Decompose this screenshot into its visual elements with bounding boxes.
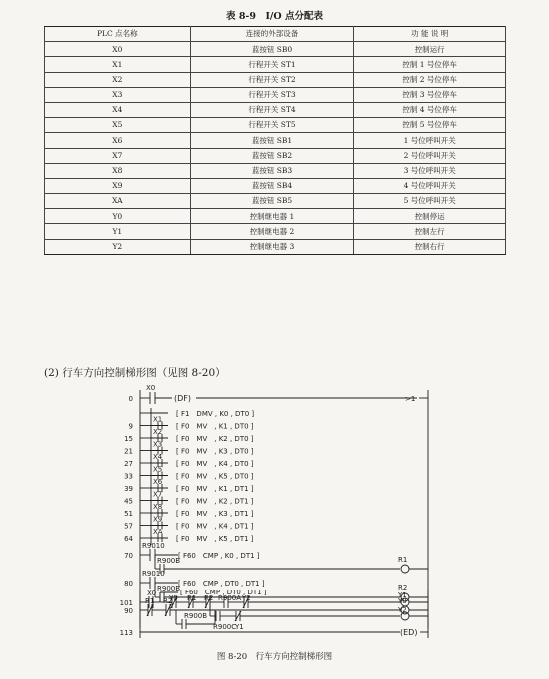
cell-device: 行程开关 ST2: [190, 72, 354, 87]
cell-point: X5: [45, 118, 191, 133]
cell-point: X1: [45, 57, 191, 72]
cell-function: 3 号位呼叫开关: [354, 163, 506, 178]
table-row: [45, 118, 506, 133]
block-rung-contact: X9: [153, 515, 163, 524]
block-rung-instr: [ F0 MV , K5 , DT1 ]: [176, 535, 254, 543]
block-rung-instr: [ F0 MV , K1 , DT0 ]: [176, 422, 254, 431]
rung-80-sub: R900B: [157, 585, 181, 593]
cell-function: 4 号位呼叫开关: [354, 178, 506, 193]
cell-function: 控制左行: [354, 224, 506, 239]
cell-function: 控制 5 号位停车: [354, 118, 506, 133]
header-plc-point: PLC 点名称: [45, 27, 191, 42]
table-row: [45, 148, 506, 163]
table-header-row: [45, 27, 506, 42]
block-rung-contact: XA: [153, 528, 163, 536]
block-rung-instr: [ F0 MV , K1 , DT1 ]: [176, 485, 254, 493]
rung-101-c-r900c: R900C: [213, 623, 237, 631]
block-rung-instr: [ F0 MV , K2 , DT0 ]: [176, 435, 254, 443]
cell-function: 控制 2 号位停车: [354, 72, 506, 87]
cell-function: 控制停运: [354, 209, 506, 224]
rung-80-contact: R9010: [142, 570, 165, 578]
rung-101-c-y2: Y2: [242, 594, 251, 602]
cell-point: XA: [45, 194, 191, 209]
rung-101-c-y0: Y0: [169, 594, 178, 602]
cell-point: X9: [45, 178, 191, 193]
rung-70-step: 70: [124, 552, 133, 560]
block-rung-contact: X5: [153, 465, 163, 474]
cell-point: X4: [45, 102, 191, 117]
rung-90-output: Y0: [398, 597, 407, 605]
cell-point: X7: [45, 148, 191, 163]
cell-device: 蓝按钮 SB3: [190, 163, 354, 178]
block-rung-instr: [ F1 DMV , K0 , DT0 ]: [176, 410, 255, 418]
cell-function: 控制运行: [354, 42, 506, 57]
cell-point: Y2: [45, 239, 191, 254]
block-rung-step: 39: [124, 485, 133, 493]
block-rung-step: 51: [124, 510, 133, 518]
rung-101-out1: Y1: [398, 591, 407, 599]
rung-90-c2: R2: [163, 597, 173, 605]
table-row: [45, 194, 506, 209]
cell-point: X3: [45, 87, 191, 102]
table-row: [45, 87, 506, 102]
block-rung-contact: X6: [153, 478, 163, 486]
table-row: [45, 72, 506, 87]
rung-90-c1: R1: [145, 597, 155, 605]
cell-function: 1 号位呼叫开关: [354, 133, 506, 148]
cell-point: Y1: [45, 224, 191, 239]
block-rung-step: 64: [124, 535, 133, 543]
block-rung-step: 9: [128, 422, 133, 431]
cell-device: 蓝按钮 SB5: [190, 194, 354, 209]
block-rung-instr: [ F0 MV , K3 , DT0 ]: [176, 447, 254, 456]
cell-device: 行程开关 ST5: [190, 118, 354, 133]
block-rung-contact: X7: [153, 490, 163, 499]
cell-function: 5 号位呼叫开关: [354, 194, 506, 209]
cell-device: 控制继电器 3: [190, 239, 354, 254]
rung-101-c-y1: Y1: [235, 623, 244, 631]
rung-0-contact: X0: [146, 384, 156, 392]
table-row: [45, 102, 506, 117]
ladder-diagram-lower: [0, 590, 549, 650]
cell-function: 控制右行: [354, 239, 506, 254]
table-title: 表 8-9 I/O 点分配表: [226, 11, 323, 22]
block-rung-step: 21: [124, 447, 133, 456]
cell-point: Y0: [45, 209, 191, 224]
cell-point: X8: [45, 163, 191, 178]
rung-70-sub: R900B: [157, 557, 181, 565]
rung-101-step: 101: [119, 599, 133, 607]
cell-device: 蓝按钮 SB4: [190, 178, 354, 193]
table-row: [45, 133, 506, 148]
rung-101-c-r1: R1: [187, 594, 197, 602]
table-row: [45, 42, 506, 57]
table-row: [45, 163, 506, 178]
block-rung-contact: X8: [153, 503, 163, 511]
figure-caption: 图 8-20 行车方向控制梯形图: [216, 652, 333, 662]
table-row: [45, 239, 506, 254]
rung-101-c-r2: R2: [204, 594, 214, 602]
rung-80-output: R2: [398, 584, 408, 592]
rung-101-contact: X0: [147, 590, 157, 597]
block-rung-contact: X2: [153, 428, 163, 436]
rung-70-instr: [ F60 CMP , K0 , DT1 ]: [178, 552, 260, 560]
rung-0-func: (DF): [174, 394, 192, 403]
block-rung-step: 27: [124, 460, 133, 468]
rung-end-step: 113: [119, 629, 133, 637]
block-rung-step: 15: [124, 435, 133, 443]
table-row: [45, 178, 506, 193]
cell-device: 蓝按钮 SB1: [190, 133, 354, 148]
rung-101-c-r900a: R900A: [218, 594, 242, 602]
block-rung-contact: X3: [153, 440, 163, 449]
io-allocation-table: [44, 26, 506, 255]
rung-80-instr: [ F60 CMP , DT0 , DT1 ]: [178, 580, 265, 588]
block-rung-step: 57: [124, 522, 133, 531]
rung-0-step: 0: [128, 395, 133, 403]
block-rung-contact: X1: [153, 415, 163, 424]
rung-0-output: >1: [405, 395, 416, 403]
block-rung-instr: [ F0 MV , K3 , DT1 ]: [176, 510, 254, 518]
cell-point: X2: [45, 72, 191, 87]
rung-90-sub: R900B: [184, 612, 208, 620]
rung-70-contact: R9010: [142, 542, 165, 550]
block-rung-instr: [ F0 MV , K4 , DT0 ]: [176, 460, 254, 468]
cell-function: 控制 3 号位停车: [354, 87, 506, 102]
block-rung-instr: [ F0 MV , K4 , DT1 ]: [176, 522, 254, 531]
cell-device: 行程开关 ST1: [190, 57, 354, 72]
cell-function: 控制 4 号位停车: [354, 102, 506, 117]
rung-90-step: 90: [124, 607, 133, 615]
cell-point: X0: [45, 42, 191, 57]
rung-101-instr: [ F60 CMP , DT0 , DT1 ]: [180, 590, 267, 596]
cell-device: 蓝按钮 SB2: [190, 148, 354, 163]
block-rung-instr: [ F0 MV , K5 , DT0 ]: [176, 472, 254, 481]
rung-80-step: 80: [124, 580, 133, 588]
cell-device: 行程开关 ST3: [190, 87, 354, 102]
cell-device: 控制继电器 2: [190, 224, 354, 239]
cell-point: X6: [45, 133, 191, 148]
block-rung-step: 45: [124, 497, 133, 506]
block-rung-instr: [ F0 MV , K2 , DT1 ]: [176, 497, 254, 506]
rung-101-out2: Y2: [398, 606, 407, 614]
block-rung-contact: X4: [153, 453, 163, 461]
rung-70-output: R1: [398, 556, 408, 564]
block-rung-step: 33: [124, 472, 133, 481]
header-function: 功 能 说 明: [354, 27, 506, 42]
rung-end-label: (ED): [400, 628, 418, 637]
table-row: [45, 209, 506, 224]
table-row: [45, 224, 506, 239]
cell-device: 蓝按钮 SB0: [190, 42, 354, 57]
table-row: [45, 57, 506, 72]
header-device: 连接的外部设备: [190, 27, 354, 42]
section-title: (2) 行车方向控制梯形图（见图 8-20）: [44, 367, 226, 379]
cell-device: 行程开关 ST4: [190, 102, 354, 117]
cell-function: 控制 1 号位停车: [354, 57, 506, 72]
cell-device: 控制继电器 1: [190, 209, 354, 224]
cell-function: 2 号位呼叫开关: [354, 148, 506, 163]
